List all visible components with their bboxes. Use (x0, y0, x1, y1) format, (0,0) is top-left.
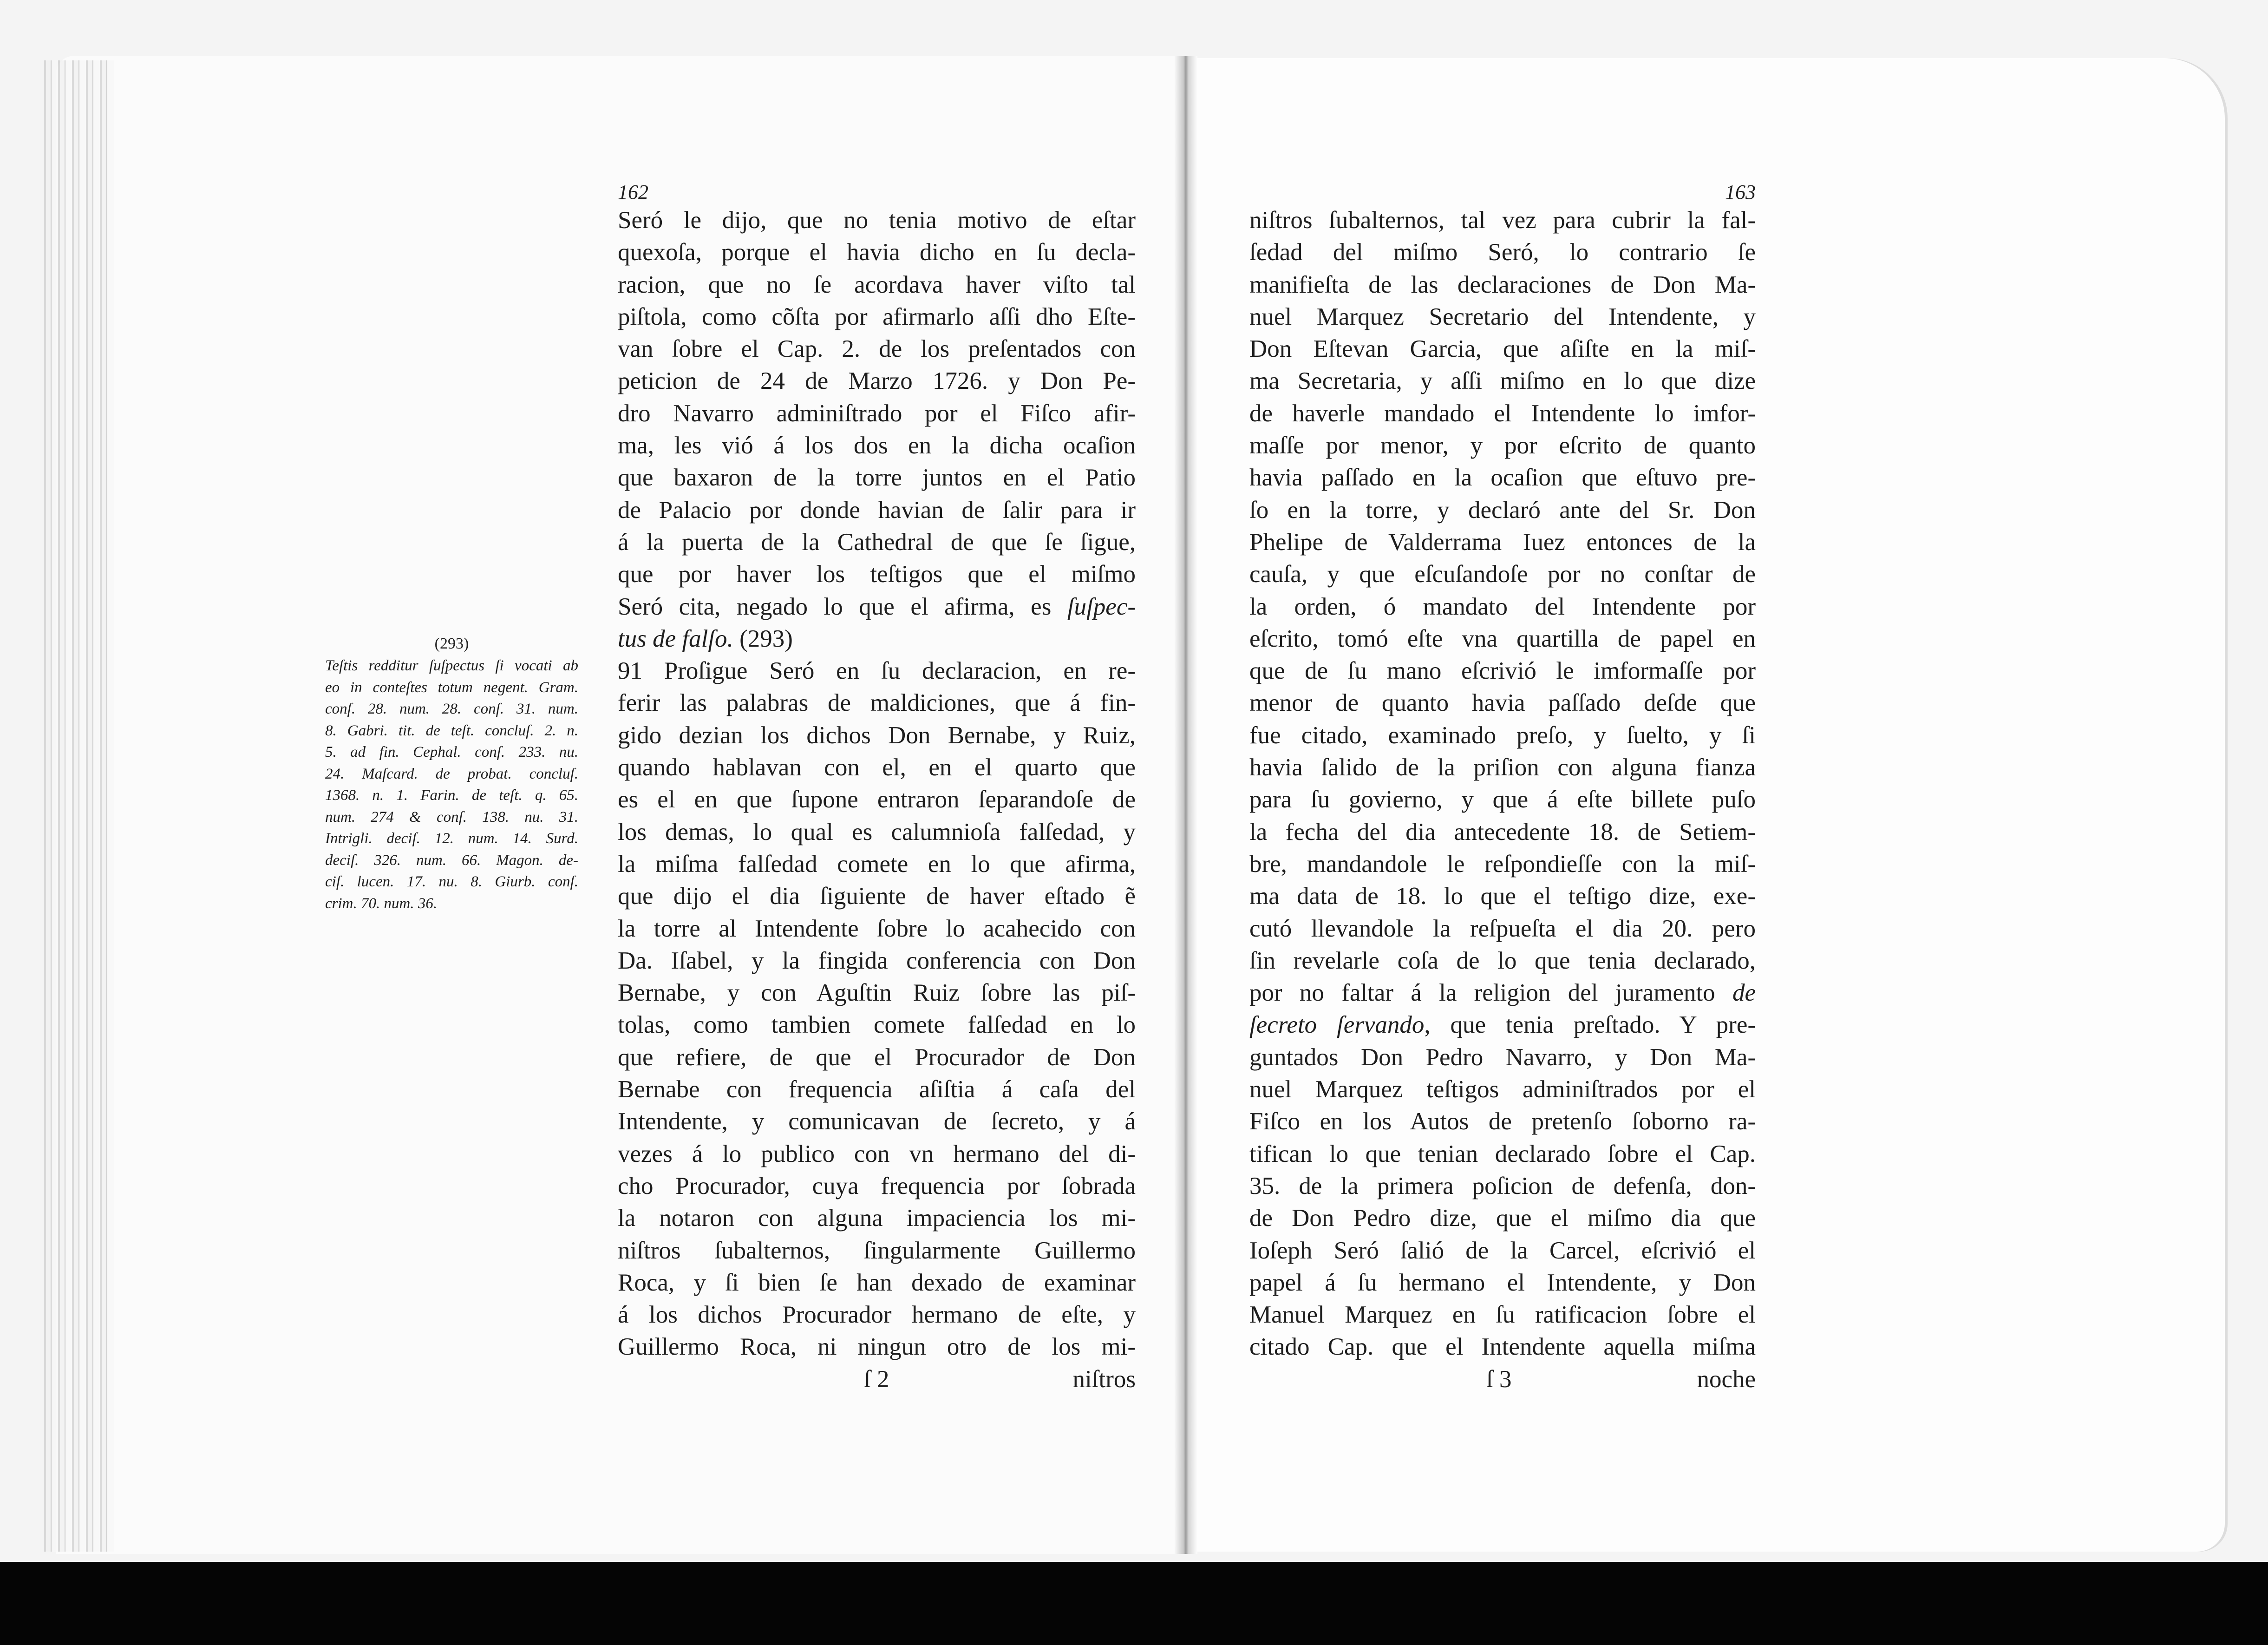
text-line (1249, 365, 1756, 397)
text-segment: citado Cap. que el Intendente aquella miſma (1249, 1333, 1756, 1361)
text-line (618, 430, 1136, 462)
text-line (618, 1267, 1136, 1299)
text-line (618, 848, 1136, 880)
text-line (1249, 591, 1756, 623)
margin-note-line: eo in conteſtes totum negent. Gram. (325, 679, 578, 696)
text-segment: piſtola, como cõſta por afirmarlo aſſi dho Eſte- (618, 303, 1136, 330)
text-line (1249, 1074, 1756, 1106)
text-line (1249, 880, 1756, 912)
italic-text: ſecreto ſervando (1249, 1011, 1425, 1039)
text-segment: , que tenia preſtado. Y pre- (1424, 1011, 1756, 1039)
text-segment: ſin revelarle coſa de lo que tenia declarado, (1249, 947, 1756, 974)
text-segment: Intendente, y comunicavan de ſecreto, y á (618, 1108, 1136, 1135)
text-segment: quando hablavan con el, en el quarto que (618, 754, 1136, 781)
text-segment: 91 Proſigue Seró en ſu declaracion, en re- (618, 657, 1136, 685)
text-segment: los demas, lo qual es calumnioſa falſedad, y (618, 818, 1136, 845)
catchword-left: niſtros (1072, 1366, 1136, 1393)
text-segment: dro Navarro adminiſtrado por el Fiſco afir- (618, 400, 1136, 427)
text-segment: Seró cita, negado lo que el afirma, es (618, 593, 1067, 620)
margin-note-line: 24. Maſcard. de probat. concluſ. (325, 765, 578, 782)
text-line (618, 301, 1136, 333)
text-line (618, 494, 1136, 526)
text-line (618, 816, 1136, 848)
text-segment: Roca, y ſi bien ſe han dexado de examinar (618, 1269, 1136, 1296)
text-segment: de Don Pedro dize, que el miſmo dia que (1249, 1205, 1756, 1232)
text-segment: havia paſſado en la ocaſion que eſtuvo pre- (1249, 464, 1756, 492)
text-segment: tolas, como tambien comete falſedad en lo (618, 1011, 1136, 1039)
text-line (1249, 1106, 1756, 1138)
text-line (618, 1106, 1136, 1138)
text-segment: papel á ſu hermano el Intendente, y Don (1249, 1269, 1756, 1296)
text-line (618, 1299, 1136, 1331)
text-line (1249, 1331, 1756, 1363)
text-line (1249, 1009, 1756, 1041)
text-line (1249, 1235, 1756, 1267)
text-segment: Da. Iſabel, y la fingida conferencia con Don (618, 947, 1136, 974)
text-segment: guntados Don Pedro Navarro, y Don Ma- (1249, 1043, 1756, 1071)
text-segment: van ſobre el Cap. 2. de los preſentados con (618, 335, 1136, 363)
text-segment: niſtros ſubalternos, ſingularmente Guillermo (618, 1237, 1136, 1264)
text-segment: Manuel Marquez en ſu ratificacion ſobre el (1249, 1301, 1756, 1329)
margin-note-number: (293) (434, 635, 469, 652)
text-segment: vezes á lo publico con vn hermano del di- (618, 1140, 1136, 1167)
text-segment: gido dezian los dichos Don Bernabe, y Ruiz, (618, 721, 1136, 749)
text-segment: tifican lo que tenian declarado ſobre el Cap. (1249, 1140, 1756, 1167)
text-line (618, 1202, 1136, 1234)
text-segment: que dijo el dia ſiguiente de haver eſtado ẽ (618, 883, 1136, 910)
text-segment: havia ſalido de la priſion con alguna fianza (1249, 754, 1756, 781)
text-segment: que de ſu mano eſcrivió le imformaſſe por (1249, 657, 1756, 685)
catchword-right: noche (1697, 1366, 1756, 1393)
margin-note-line: conſ. 28. num. 28. conſ. 31. num. (325, 701, 578, 717)
text-line (618, 623, 1136, 655)
text-line (618, 1042, 1136, 1074)
text-segment: de haverle mandado el Intendente lo imfor- (1249, 400, 1756, 427)
text-line (1249, 623, 1756, 655)
text-segment: cho Procurador, cuya frequencia por ſobrada (618, 1172, 1136, 1199)
text-line (618, 204, 1136, 236)
text-segment: ſedad del miſmo Seró, lo contrario ſe (1249, 239, 1756, 266)
text-line (618, 752, 1136, 784)
margin-note-line: 8. Gabri. tit. de teſt. concluſ. 2. n. (325, 722, 578, 739)
signature-mark-right: ſ 3 (1486, 1366, 1512, 1393)
signature-mark-left: ſ 2 (864, 1366, 889, 1393)
page-number-right: 163 (1725, 181, 1756, 203)
text-segment: manifieſta de las declaraciones de Don Ma- (1249, 271, 1756, 298)
text-segment: Bernabe con frequencia aſiſtia á caſa del (618, 1076, 1136, 1103)
text-line (618, 1009, 1136, 1041)
text-segment: niſtros ſubalternos, tal vez para cubrir la fal- (1249, 207, 1756, 234)
margin-note-line: num. 274 & conſ. 138. nu. 31. (325, 808, 578, 826)
text-line (618, 687, 1136, 719)
text-segment: que baxaron de la torre juntos en el Patio (618, 464, 1136, 492)
text-line (1249, 1299, 1756, 1331)
text-line (1249, 1042, 1756, 1074)
text-segment: Ioſeph Seró ſalió de la Carcel, eſcrivió el (1249, 1237, 1756, 1264)
text-line (618, 365, 1136, 397)
text-segment: eſcrito, tomó eſte vna quartilla de papel en (1249, 625, 1756, 652)
text-segment: ma Secretaria, y aſſi miſmo en lo que dize (1249, 367, 1756, 395)
text-line (618, 462, 1136, 494)
text-segment: es el en que ſupone entraron ſeparandoſe de (618, 786, 1136, 813)
text-line (1249, 655, 1756, 687)
text-line (1249, 816, 1756, 848)
text-segment: nuel Marquez Secretario del Intendente, y (1249, 303, 1756, 330)
text-line (1249, 204, 1756, 236)
margin-note-line: Intrigli. deciſ. 12. num. 14. Surd. (325, 830, 578, 847)
text-line (1249, 398, 1756, 430)
text-segment: cutó llevandole la reſpueſta el dia 20. pero (1249, 915, 1756, 942)
page-number-left: 162 (618, 181, 648, 203)
text-line (1249, 687, 1756, 719)
margin-note-line: ciſ. lucen. 17. nu. 8. Giurb. conſ. (325, 873, 578, 890)
text-line (618, 945, 1136, 977)
margin-note (325, 633, 578, 914)
margin-note-line: deciſ. 326. num. 66. Magon. de- (325, 852, 578, 869)
text-line (1249, 558, 1756, 590)
text-segment: Seró le dijo, que no tenia motivo de eſtar (618, 207, 1136, 234)
text-line (1249, 752, 1756, 784)
text-line (618, 1235, 1136, 1267)
text-line (618, 558, 1136, 590)
text-line (1249, 236, 1756, 269)
text-line (1249, 848, 1756, 880)
text-line (1249, 526, 1756, 558)
margin-note-line: 5. ad fin. Cephal. conſ. 233. nu. (325, 744, 578, 760)
text-segment: la orden, ó mandato del Intendente por (1249, 593, 1756, 620)
text-segment: quexoſa, porque el havia dicho en ſu decla- (618, 239, 1136, 266)
margin-note-line: Teſtis redditur ſuſpectus ſi vocati ab (325, 657, 578, 674)
text-segment: menor de quanto havia paſſado deſde que (1249, 689, 1756, 717)
text-segment: Don Eſtevan Garcia, que aſiſte en la miſ- (1249, 335, 1756, 363)
text-segment: nuel Marquez teſtigos adminiſtrados por el (1249, 1076, 1756, 1103)
text-line (1249, 784, 1756, 816)
margin-note-line: 1368. n. 1. Farin. de teſt. q. 65. (325, 787, 578, 804)
text-line (618, 655, 1136, 687)
text-segment: para ſu govierno, y que á eſte billete puſo (1249, 786, 1756, 813)
left-page-body (618, 204, 1136, 1363)
italic-text: tus de falſo. (618, 625, 733, 652)
text-segment: 35. de la primera poſicion de defenſa, don- (1249, 1172, 1756, 1199)
text-segment: ma data de 18. lo que el teſtigo dize, exe- (1249, 883, 1756, 910)
text-line (1249, 720, 1756, 752)
text-line (618, 1074, 1136, 1106)
text-line (1249, 1138, 1756, 1170)
text-line (1249, 301, 1756, 333)
text-segment: la miſma falſedad comete en lo que afirma, (618, 850, 1136, 878)
text-segment: racion, que no ſe acordava haver viſto tal (618, 271, 1136, 298)
text-line (1249, 913, 1756, 945)
text-line (1249, 430, 1756, 462)
text-segment: á la puerta de la Cathedral de que ſe ſigue, (618, 528, 1136, 556)
text-segment: la torre al Intendente ſobre lo acahecido con (618, 915, 1136, 942)
text-line (1249, 1202, 1756, 1234)
text-line (1249, 462, 1756, 494)
text-line (618, 1331, 1136, 1363)
text-line (1249, 1170, 1756, 1202)
text-segment: ſo en la torre, y declaró ante del Sr. Don (1249, 496, 1756, 524)
text-segment: á los dichos Procurador hermano de eſte, y (618, 1301, 1136, 1329)
text-line (1249, 269, 1756, 301)
text-line (618, 1170, 1136, 1202)
right-page-body (1249, 204, 1756, 1363)
page-stack-edges (44, 60, 114, 1552)
italic-text: ſuſpec- (1067, 593, 1136, 620)
text-line (1249, 977, 1756, 1009)
text-line (1249, 494, 1756, 526)
text-segment: por no faltar á la religion del juramento (1249, 979, 1732, 1007)
text-line (618, 784, 1136, 816)
text-segment: la fecha del dia antecedente 18. de Setiem- (1249, 818, 1756, 845)
text-line (618, 269, 1136, 301)
text-line (618, 398, 1136, 430)
text-line (618, 720, 1136, 752)
text-segment: ma, les vió á los dos en la dicha ocaſion (618, 432, 1136, 459)
text-line (1249, 945, 1756, 977)
text-line (618, 880, 1136, 912)
book-spine (1174, 56, 1197, 1554)
text-segment: de Palacio por donde havian de ſalir para ir (618, 496, 1136, 524)
text-segment: ferir las palabras de maldiciones, que á fin- (618, 689, 1136, 717)
text-segment: fue citado, examinado preſo, y ſuelto, y ſi (1249, 721, 1756, 749)
text-segment: que refiere, de que el Procurador de Don (618, 1043, 1136, 1071)
text-line (1249, 333, 1756, 365)
text-segment: (293) (733, 625, 793, 652)
text-line (618, 913, 1136, 945)
text-segment: Phelipe de Valderrama Iuez entonces de la (1249, 528, 1756, 556)
scan-border (0, 1562, 2268, 1645)
italic-text: de (1732, 979, 1756, 1007)
text-line (618, 1138, 1136, 1170)
text-segment: peticion de 24 de Marzo 1726. y Don Pe- (618, 367, 1136, 395)
text-line (1249, 1267, 1756, 1299)
text-line (618, 333, 1136, 365)
text-segment: Bernabe, y con Aguſtin Ruiz ſobre las piſ- (618, 979, 1136, 1007)
text-line (618, 591, 1136, 623)
text-segment: Fiſco en los Autos de pretenſo ſoborno ra- (1249, 1108, 1756, 1135)
text-segment: que por haver los teſtigos que el miſmo (618, 561, 1136, 588)
text-segment: la notaron con alguna impaciencia los mi- (618, 1205, 1136, 1232)
text-segment: maſſe por menor, y por eſcrito de quanto (1249, 432, 1756, 459)
margin-note-line: crim. 70. num. 36. (325, 895, 438, 912)
text-segment: cauſa, y que eſcuſandoſe por no conſtar de (1249, 561, 1756, 588)
text-line (618, 236, 1136, 269)
text-line (618, 526, 1136, 558)
text-segment: bre, mandandole le reſpondieſſe con la miſ- (1249, 850, 1756, 878)
text-segment: Guillermo Roca, ni ningun otro de los mi- (618, 1333, 1136, 1361)
text-line (618, 977, 1136, 1009)
